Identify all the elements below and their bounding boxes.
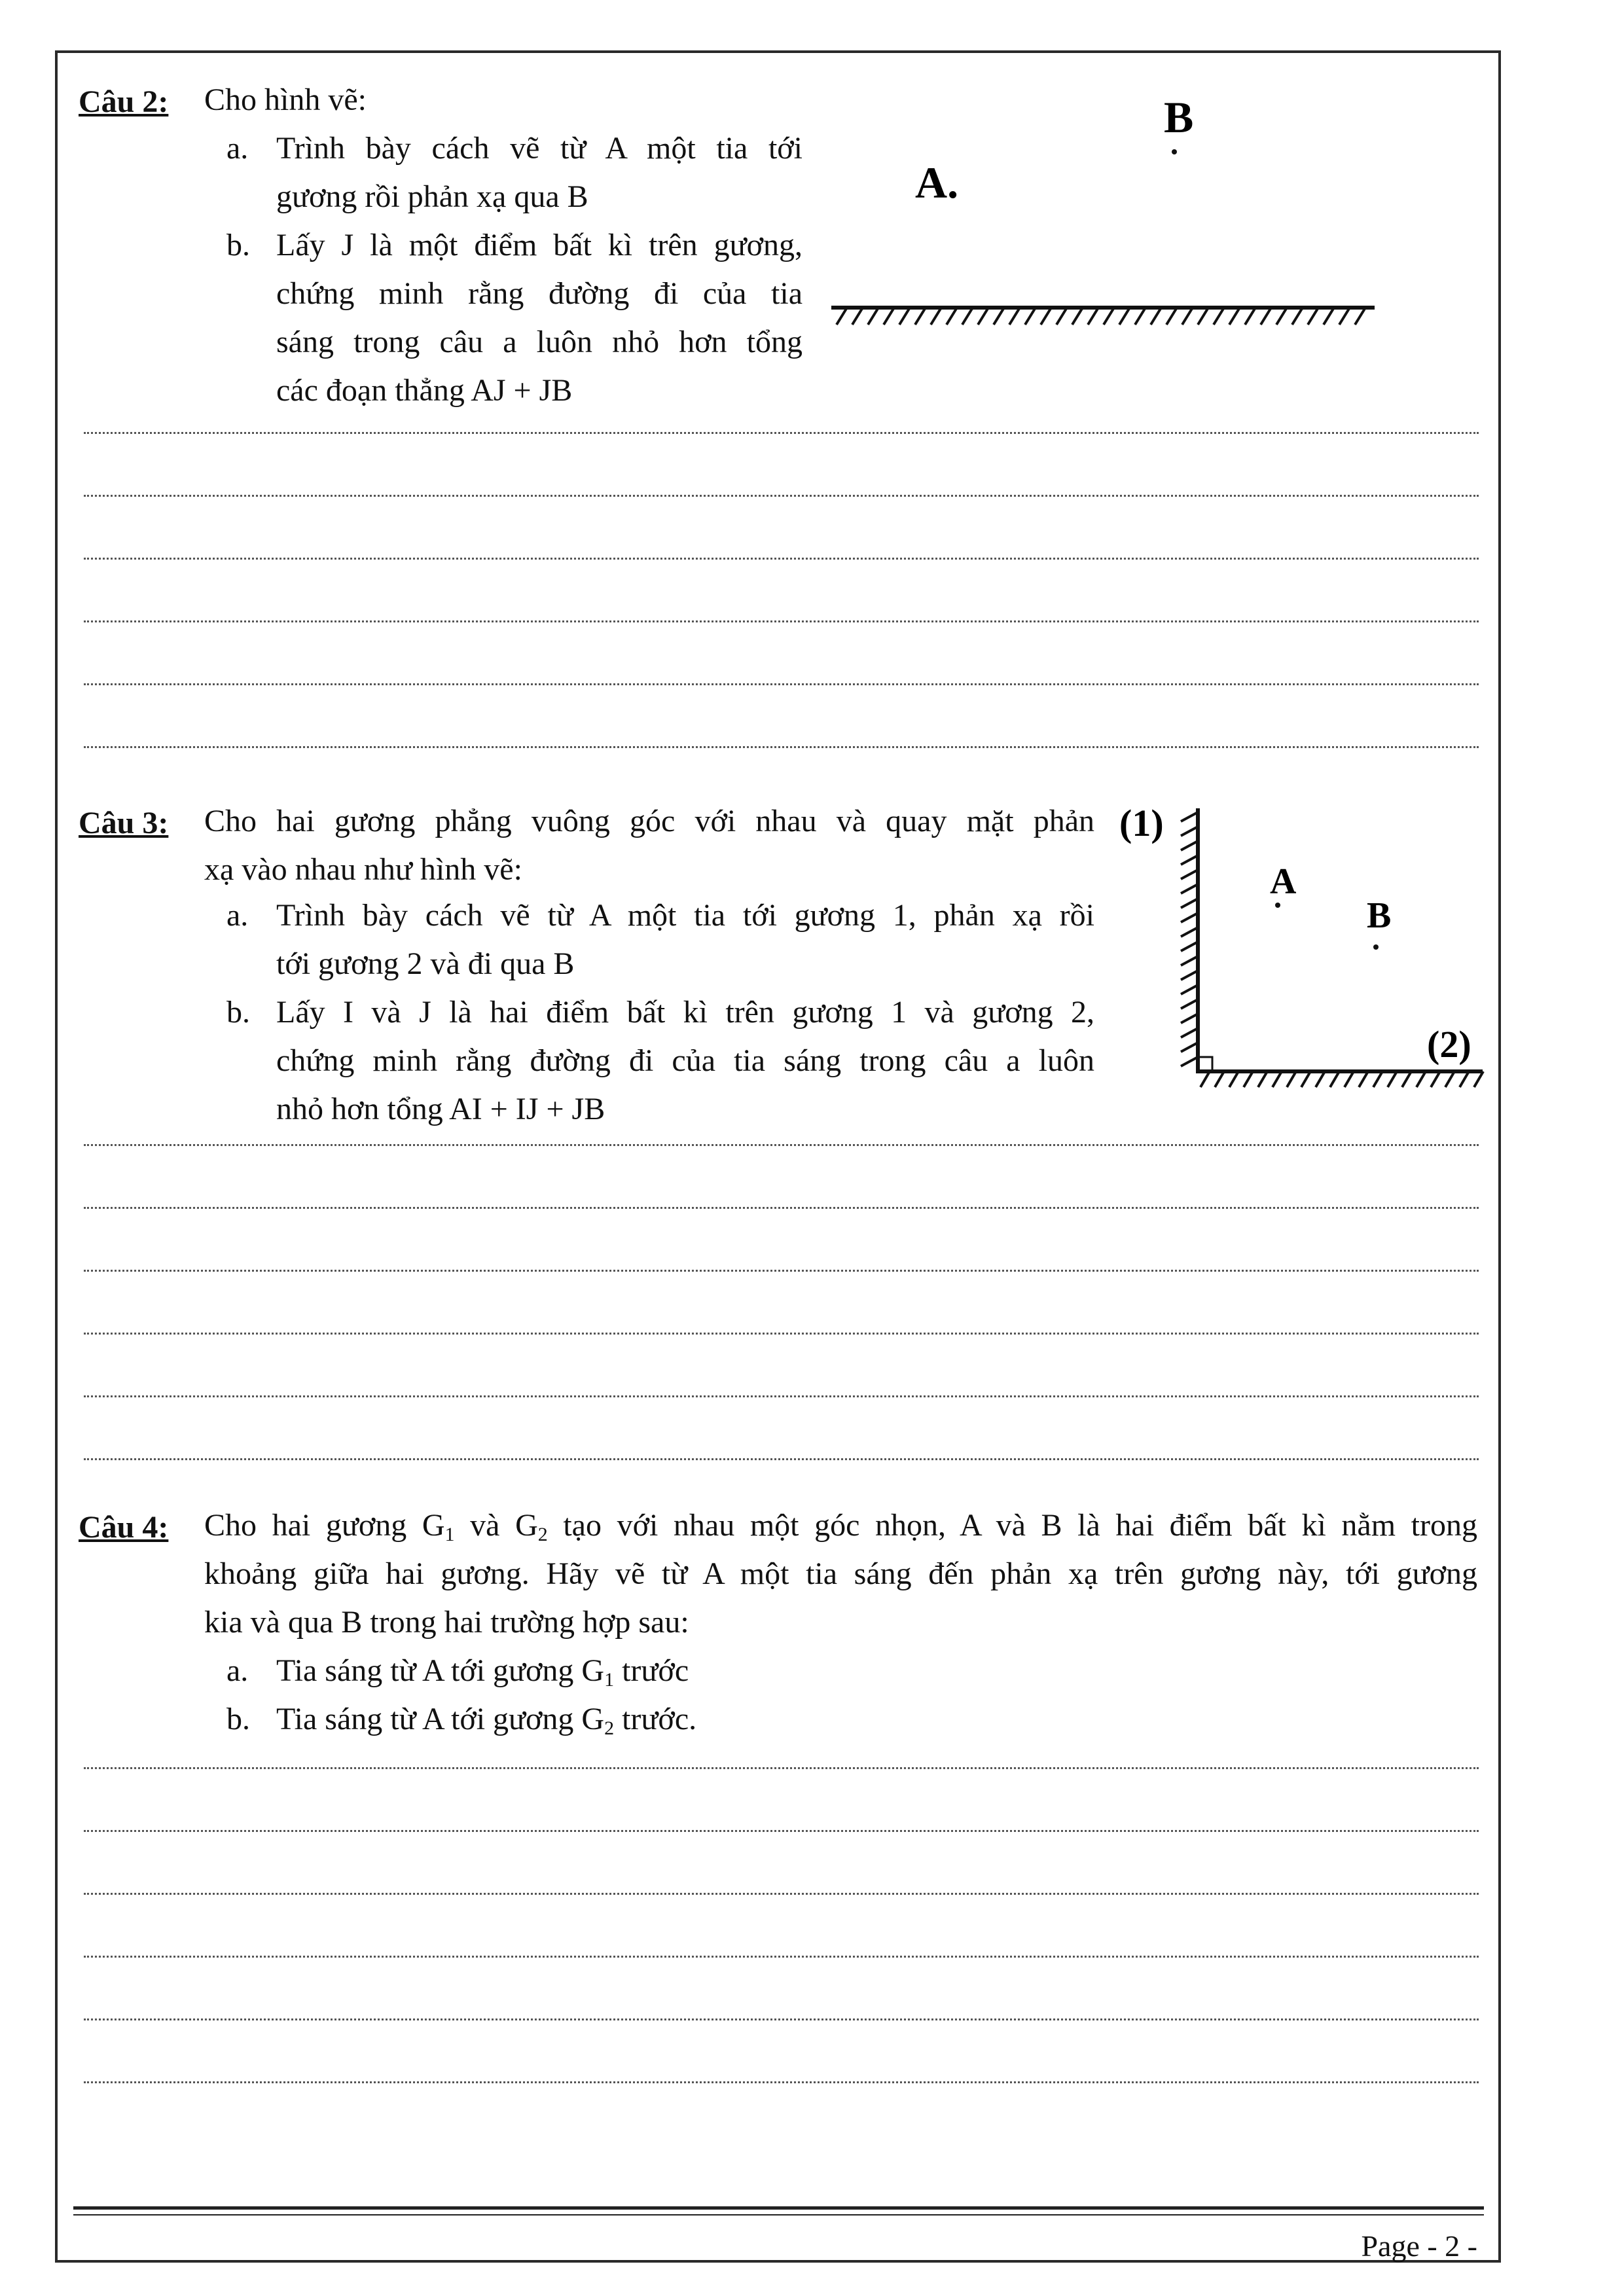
hatch-mark: [1244, 1071, 1253, 1087]
item-marker: b.: [226, 228, 250, 262]
answer-line: [84, 1893, 1479, 1895]
hatch-mark: [1181, 841, 1198, 850]
hatch-mark: [1119, 308, 1130, 325]
footer-rule: [73, 2206, 1484, 2210]
hatch-mark: [1214, 308, 1224, 325]
hatch-mark: [1056, 308, 1067, 325]
question-2-figure: [818, 92, 1388, 353]
hatch-mark: [1308, 308, 1318, 325]
point-a-label: A: [1270, 861, 1297, 902]
hatch-mark: [1373, 1071, 1382, 1087]
hatch-mark: [1135, 308, 1146, 325]
hatch-mark: [1324, 308, 1334, 325]
item-line: Tia sáng từ A tới gương $G_1$ trước: [276, 1653, 689, 1691]
hatch-mark: [1166, 308, 1177, 325]
hatch-mark: [1181, 913, 1198, 922]
hatch-mark: [1181, 827, 1198, 836]
item-line: Tia sáng từ A tới gương $G_2$ trước.: [276, 1702, 697, 1739]
item-line: nhỏ hơn tổng AI + IJ + JB: [276, 1092, 605, 1126]
item-line: Lấy J là một điểm bất kì trên gương,: [276, 228, 803, 262]
point-b-label: B: [1367, 895, 1392, 936]
hatch-mark: [1330, 1071, 1339, 1087]
hatch-mark: [1301, 1071, 1310, 1087]
answer-line: [84, 1767, 1479, 1769]
intro-line: kia và qua B trong hai trường hợp sau:: [204, 1605, 689, 1640]
hatch-mark: [1181, 956, 1198, 965]
item-line: Trình bày cách vẽ từ A một tia tới: [276, 131, 803, 166]
hatch-mark: [1344, 1071, 1354, 1087]
hatch-mark: [1181, 985, 1198, 994]
item-line: Lấy I và J là hai điểm bất kì trên gương 1 và gương 2,: [276, 995, 1094, 1030]
hatch-mark: [1181, 1043, 1198, 1052]
mirror-hatching: [837, 308, 1365, 325]
hatch-mark: [962, 308, 973, 325]
item-line: các đoạn thẳng AJ + JB: [276, 373, 573, 408]
intro-line: Cho hai gương $G_1$ và $G_2$ tạo với nhau một góc nhọn, A và B là hai điểm bất kì nằm trong: [204, 1508, 1477, 1545]
hatch-mark: [947, 308, 957, 325]
item-line: chứng minh rằng đường đi của tia sáng trong câu a luôn: [276, 1043, 1094, 1078]
item-line: gương rồi phản xạ qua B: [276, 179, 588, 214]
hatch-mark: [1182, 308, 1193, 325]
hatch-mark: [1181, 1014, 1198, 1023]
point-b-dot: [1373, 944, 1379, 950]
hatch-mark: [1292, 308, 1303, 325]
mirror-2-label: (2): [1427, 1023, 1471, 1066]
hatch-mark: [1416, 1071, 1426, 1087]
mirror-1-hatching: [1181, 812, 1198, 1066]
hatch-mark: [1181, 942, 1198, 951]
answer-line: [84, 1458, 1479, 1460]
answer-line: [84, 683, 1479, 685]
question-4-intro: [204, 1501, 1477, 1647]
hatch-mark: [884, 308, 894, 325]
hatch-mark: [1104, 308, 1114, 325]
answer-line: [84, 2081, 1479, 2083]
question-3-label: Câu 3:: [79, 806, 169, 840]
point-a-label: A.: [915, 158, 959, 207]
answer-line: [84, 432, 1479, 434]
hatch-mark: [1359, 1071, 1368, 1087]
hatch-mark: [1025, 308, 1036, 325]
hatch-mark: [1181, 812, 1198, 821]
hatch-mark: [1200, 1071, 1210, 1087]
intro-line: khoảng giữa hai gương. Hãy vẽ từ A một tia sáng đến phản xạ trên gương này, tới gương: [204, 1556, 1477, 1591]
hatch-mark: [1316, 1071, 1325, 1087]
hatch-mark: [1181, 1057, 1198, 1066]
question-3-intro: [204, 797, 1094, 894]
item-marker: a.: [226, 1653, 249, 1688]
item-line: tới gương 2 và đi qua B: [276, 946, 575, 981]
point-b-label: B: [1164, 92, 1194, 142]
hatch-mark: [1474, 1071, 1483, 1087]
answer-line: [84, 1144, 1479, 1146]
hatch-mark: [1181, 971, 1198, 980]
hatch-mark: [1272, 1071, 1282, 1087]
hatch-mark: [1388, 1071, 1397, 1087]
hatch-mark: [837, 308, 847, 325]
point-b-dot: [1172, 149, 1177, 154]
hatch-mark: [1245, 308, 1255, 325]
hatch-mark: [1072, 308, 1083, 325]
hatch-mark: [1198, 308, 1208, 325]
answer-line: [84, 1270, 1479, 1272]
right-angle-mark: [1198, 1057, 1212, 1071]
hatch-mark: [1258, 1071, 1267, 1087]
hatch-mark: [1229, 308, 1240, 325]
hatch-mark: [994, 308, 1004, 325]
hatch-mark: [1181, 899, 1198, 908]
hatch-mark: [1355, 308, 1365, 325]
item-line: sáng trong câu a luôn nhỏ hơn tổng: [276, 325, 803, 359]
hatch-mark: [1445, 1071, 1454, 1087]
hatch-mark: [1181, 999, 1198, 1009]
mirror-1-label: (1): [1119, 802, 1164, 844]
answer-line: [84, 1207, 1479, 1209]
item-marker: b.: [226, 995, 250, 1030]
hatch-mark: [1229, 1071, 1238, 1087]
hatch-mark: [1041, 308, 1051, 325]
hatch-mark: [1181, 1028, 1198, 1037]
hatch-mark: [1431, 1071, 1440, 1087]
hatch-mark: [1215, 1071, 1224, 1087]
hatch-mark: [1181, 870, 1198, 879]
hatch-mark: [1181, 927, 1198, 937]
item-marker: a.: [226, 898, 249, 933]
answer-line: [84, 2018, 1479, 2020]
answer-line: [84, 1830, 1479, 1832]
item-line: Trình bày cách vẽ từ A một tia tới gương 1, phản xạ rồi: [276, 898, 1094, 933]
hatch-mark: [1261, 308, 1271, 325]
hatch-mark: [1009, 308, 1020, 325]
answer-line: [84, 1956, 1479, 1958]
hatch-mark: [1460, 1071, 1469, 1087]
item-marker: b.: [226, 1702, 250, 1736]
hatch-mark: [1287, 1071, 1296, 1087]
answer-line: [84, 495, 1479, 497]
hatch-mark: [1088, 308, 1098, 325]
hatch-mark: [1181, 884, 1198, 893]
question-2-label: Câu 2:: [79, 84, 169, 119]
mirror-2-hatching: [1200, 1071, 1483, 1087]
footer-rule: [73, 2214, 1484, 2215]
answer-line: [84, 558, 1479, 560]
point-a-dot: [1275, 903, 1280, 908]
answer-line: [84, 620, 1479, 622]
hatch-mark: [899, 308, 910, 325]
hatch-mark: [1402, 1071, 1411, 1087]
question-2-intro: Cho hình vẽ:: [204, 82, 367, 117]
hatch-mark: [1276, 308, 1287, 325]
item-marker: a.: [226, 131, 249, 166]
answer-line: [84, 1333, 1479, 1335]
hatch-mark: [915, 308, 926, 325]
question-4-label: Câu 4:: [79, 1510, 169, 1545]
hatch-mark: [1339, 308, 1350, 325]
hatch-mark: [1151, 308, 1161, 325]
item-line: chứng minh rằng đường đi của tia: [276, 276, 803, 311]
page-number: Page - 2 -: [1361, 2229, 1477, 2263]
question-3-figure: [1113, 795, 1492, 1103]
intro-line: xạ vào nhau như hình vẽ:: [204, 852, 522, 887]
answer-line: [84, 746, 1479, 748]
hatch-mark: [852, 308, 863, 325]
answer-line: [84, 1395, 1479, 1397]
hatch-mark: [868, 308, 878, 325]
hatch-mark: [978, 308, 988, 325]
hatch-mark: [1181, 855, 1198, 865]
hatch-mark: [931, 308, 941, 325]
intro-line: Cho hai gương phẳng vuông góc với nhau và quay mặt phản: [204, 804, 1094, 838]
